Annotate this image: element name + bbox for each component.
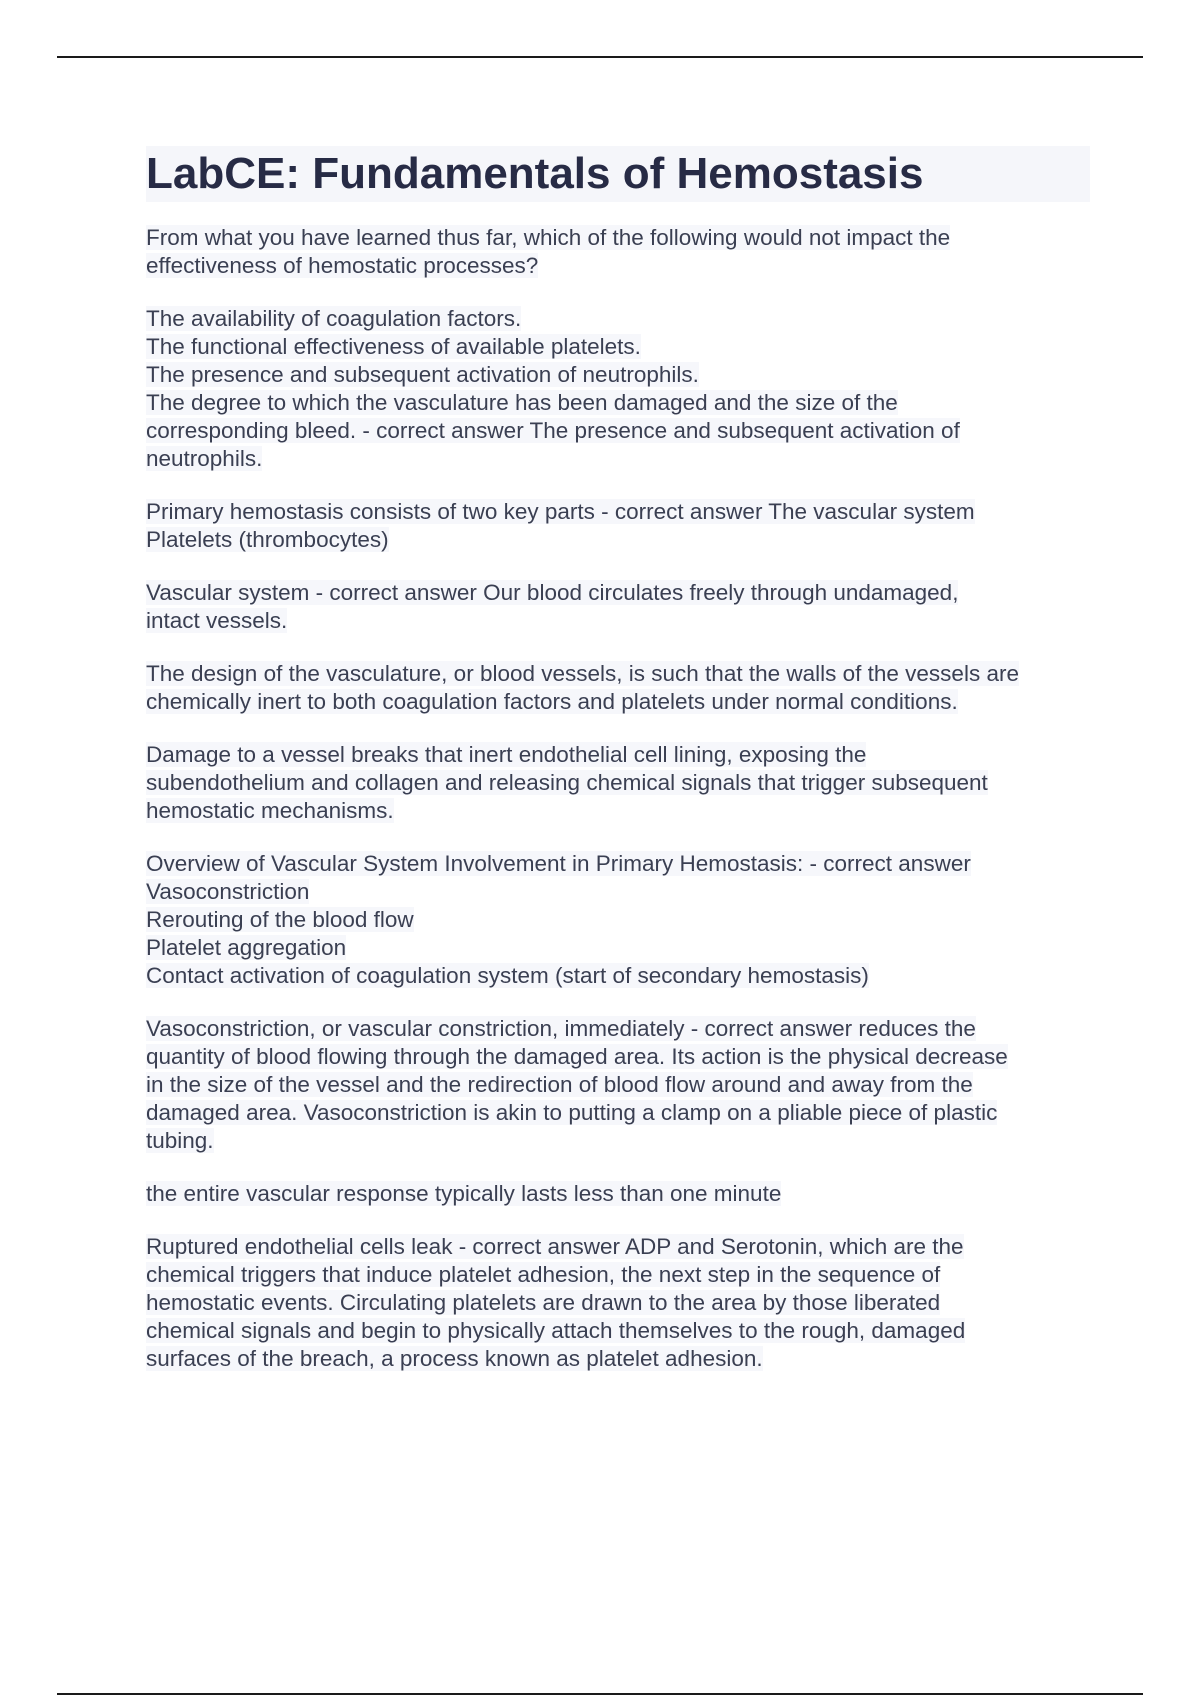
text-line: The availability of coagulation factors. [146, 306, 522, 331]
text-line: chemical triggers that induce platelet adhesion, the next step in the sequence of [146, 1262, 941, 1287]
text-line: tubing. [146, 1128, 214, 1153]
text-line: Vasoconstriction, or vascular constriction, immediately - correct answer reduces the [146, 1016, 976, 1041]
text-line: subendothelium and collagen and releasing chemical signals that trigger subsequent [146, 770, 988, 795]
text-line: Primary hemostasis consists of two key parts - correct answer The vascular system [146, 499, 975, 524]
paragraph-question [146, 224, 1090, 280]
text-line: hemostatic events. Circulating platelets are drawn to the area by those liberated [146, 1290, 941, 1315]
text-line: Rerouting of the blood flow [146, 907, 414, 932]
paragraph-vascular-system [146, 579, 1090, 635]
text-line: Ruptured endothelial cells leak - correct answer ADP and Serotonin, which are the [146, 1234, 964, 1259]
paragraph-vessel-damage [146, 741, 1090, 825]
text-line: quantity of blood flowing through the damaged area. Its action is the physical decrease [146, 1044, 1008, 1069]
paragraph-vascular-response [146, 1180, 1090, 1208]
text-line: Platelets (thrombocytes) [146, 527, 389, 552]
text-line: in the size of the vessel and the redirection of blood flow around and away from the [146, 1072, 973, 1097]
paragraph-overview [146, 850, 1090, 990]
text-line: intact vessels. [146, 608, 288, 633]
text-line: From what you have learned thus far, which of the following would not impact the [146, 225, 951, 250]
paragraph-vasoconstriction [146, 1015, 1090, 1155]
document-body [146, 146, 1090, 1398]
header-rule [57, 56, 1143, 58]
text-line: Platelet aggregation [146, 935, 347, 960]
paragraph-vasculature-design [146, 660, 1090, 716]
footer-rule [57, 1693, 1143, 1695]
text-line: Overview of Vascular System Involvement in Primary Hemostasis: - correct answer [146, 851, 971, 876]
page-title: LabCE: Fundamentals of Hemostasis [146, 146, 1090, 202]
text-line: corresponding bleed. - correct answer The presence and subsequent activation of [146, 418, 960, 443]
text-line: chemically inert to both coagulation factors and platelets under normal conditions. [146, 689, 958, 714]
text-line: the entire vascular response typically lasts less than one minute [146, 1181, 782, 1206]
paragraph-options [146, 305, 1090, 473]
paragraph-ruptured-cells [146, 1233, 1090, 1373]
text-line: Vasoconstriction [146, 879, 310, 904]
text-line: The presence and subsequent activation of neutrophils. [146, 362, 699, 387]
text-line: The functional effectiveness of available platelets. [146, 334, 641, 359]
text-line: surfaces of the breach, a process known as platelet adhesion. [146, 1346, 763, 1371]
text-line: Contact activation of coagulation system (start of secondary hemostasis) [146, 963, 869, 988]
text-line: damaged area. Vasoconstriction is akin to putting a clamp on a pliable piece of plastic [146, 1100, 998, 1125]
text-line: Damage to a vessel breaks that inert endothelial cell lining, exposing the [146, 742, 867, 767]
text-line: neutrophils. [146, 446, 263, 471]
text-line: The design of the vasculature, or blood vessels, is such that the walls of the vessels are [146, 661, 1019, 686]
text-line: hemostatic mechanisms. [146, 798, 394, 823]
text-line: The degree to which the vasculature has been damaged and the size of the [146, 390, 898, 415]
text-line: effectiveness of hemostatic processes? [146, 253, 539, 278]
text-line: chemical signals and begin to physically attach themselves to the rough, damaged [146, 1318, 966, 1343]
text-line: Vascular system - correct answer Our blood circulates freely through undamaged, [146, 580, 959, 605]
paragraph-primary-hemostasis [146, 498, 1090, 554]
